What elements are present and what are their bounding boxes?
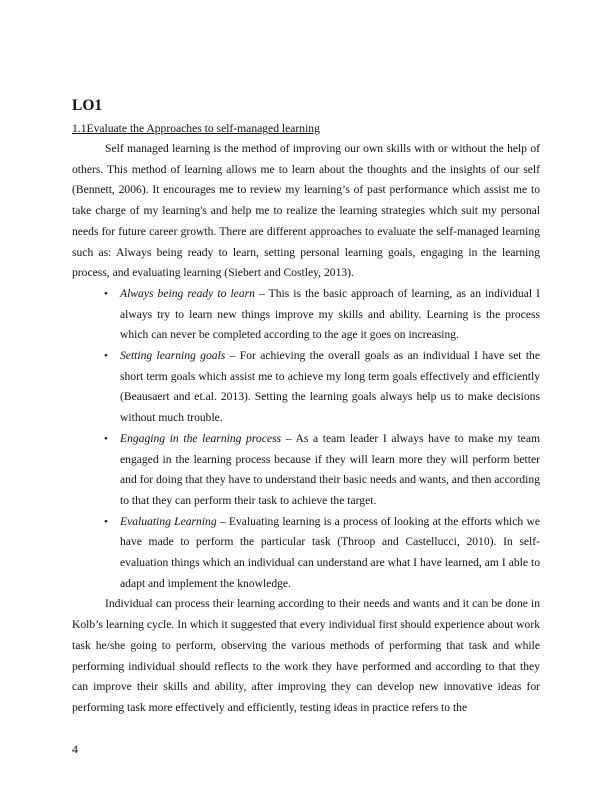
page-content (72, 95, 540, 719)
list-item (104, 512, 540, 595)
list-item (104, 346, 540, 429)
list-item-term: Always being ready to learn (120, 286, 255, 300)
list-item-term: Evaluating Learning (120, 514, 217, 528)
list-item-text: – Evaluating learning is a process of looking at the efforts which we have made to perform the particular task (Throop and Castellucci, 2010). In self-evaluation things which an individual can understand are what I have learned, am I able to adapt and implement the knowledge. (120, 514, 540, 590)
bullet-icon: • (104, 515, 108, 528)
intro-paragraph: Self managed learning is the method of improving our own skills with or without the help of others. This method of learning allows me to learn about the thoughts and the insights of our self (Bennett, 2006). It encourages me to review my learning’s of past performance which assist me to take charge of my learning's and help me to realize the learning strategies which suit my personal needs for future career growth. There are different approaches to evaluate the self-managed learning such as: Always being ready to learn, setting personal learning goals, engaging in the learning process, and evaluating learning (Siebert and Costley, 2013). (72, 142, 540, 280)
section-subheading: 1.1Evaluate the Approaches to self-managed learning (72, 122, 320, 135)
section-heading: LO1 (72, 97, 103, 114)
list-item-term: Engaging in the learning process (120, 431, 282, 445)
bullet-icon: • (104, 287, 108, 300)
list-item (104, 284, 540, 346)
bullet-icon: • (104, 350, 108, 363)
list-item (104, 429, 540, 512)
list-item-term: Setting learning goals (120, 349, 226, 363)
list-item-text: – This is the basic approach of learning, as an individual I always try to learn new things improve my skills and ability. Learning is the process which can never be completed according to the age it goes on increasing. (120, 286, 540, 342)
page-number: 4 (72, 742, 78, 756)
list-item-text: – For achieving the overall goals as an individual I have set the short term goals which assist me to achieve my long term goals effectively and efficiently (Beausaert and et.al. 2013). Setting the learning goals always help us to make decisions without much trouble. (120, 349, 540, 425)
approach-list (72, 284, 540, 595)
bullet-icon: • (104, 432, 108, 445)
list-item-text: – As a team leader I always have to make my team engaged in the learning process because if they will learn more they will perform better and for doing that they have to understand their basic needs and wants, and then according to that they can perform their task to achieve the target. (120, 431, 540, 507)
closing-paragraph: Individual can process their learning according to their needs and wants and it can be done in Kolb’s learning cycle. In which it suggested that every individual first should experience about work task he/she going to perform, observing the various methods of performing that task and while performing individual should reflects to the work they have performed and according to that they can improve their skills and ability, after improving they can develop new innovative ideas for performing task more effectively and efficiently, testing ideas in practice refers to the (72, 597, 540, 714)
